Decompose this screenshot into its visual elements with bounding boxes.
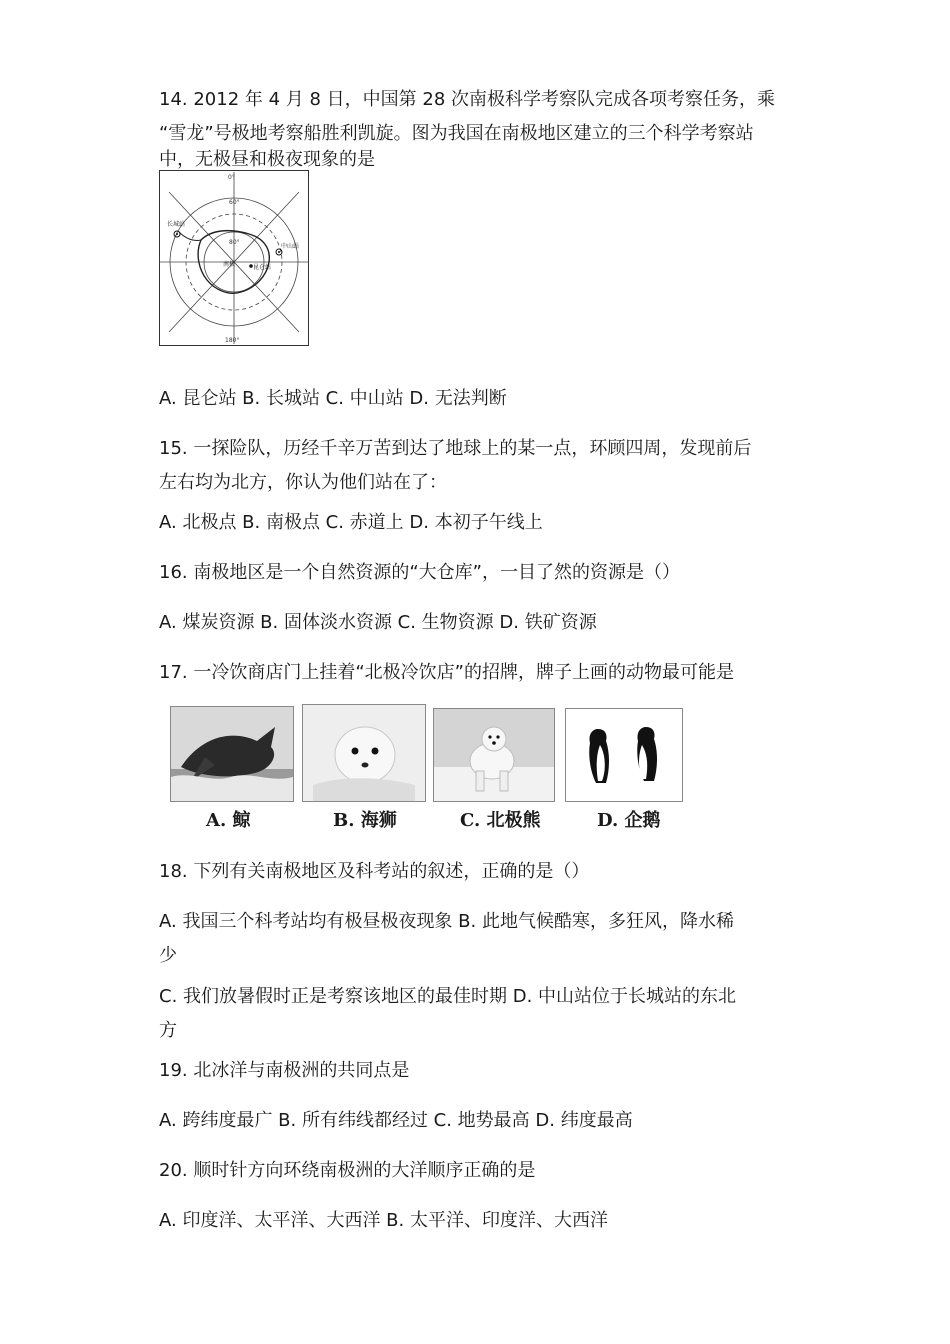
map-pole-label: 南极 (223, 261, 236, 268)
map-label-0: 0° (228, 174, 235, 181)
q14-stem-line2: “雪龙”号极地考察船胜利凯旋。图为我国在南极地区建立的三个科学考察站 (159, 123, 754, 144)
caption-polar-bear: C. 北极熊 (460, 810, 541, 831)
map-label-60: 60° (229, 199, 240, 206)
caption-whale: A. 鲸 (206, 810, 251, 831)
q16-stem: 16. 南极地区是一个自然资源的“大仓库”，一目了然的资源是（） (159, 562, 680, 583)
q17-stem: 17. 一冷饮商店门上挂着“北极冷饮店”的招牌，牌子上画的动物最可能是 (159, 662, 734, 683)
q14-options: A. 昆仑站 B. 长城站 C. 中山站 D. 无法判断 (159, 388, 507, 409)
q14-stem-line3: 中，无极昼和极夜现象的是 (159, 149, 375, 170)
map-label-80: 80° (229, 239, 240, 246)
q20-options: A. 印度洋、太平洋、大西洋 B. 太平洋、印度洋、大西洋 (159, 1210, 608, 1231)
q18-options-cd-line2: 方 (159, 1020, 177, 1041)
map-station-changcheng: 长城站 (167, 221, 186, 228)
whale-image (170, 706, 294, 802)
q19-options: A. 跨纬度最广 B. 所有纬线都经过 C. 地势最高 D. 纬度最高 (159, 1110, 633, 1131)
q18-stem: 18. 下列有关南极地区及科考站的叙述，正确的是（） (159, 861, 590, 882)
map-station-zhongshan: 中山站 (281, 243, 300, 250)
map-label-180: 180° (225, 337, 240, 344)
q18-options-cd-line1: C. 我们放暑假时正是考察该地区的最佳时期 D. 中山站位于长城站的东北 (159, 986, 737, 1007)
caption-sea-lion: B. 海狮 (333, 810, 397, 831)
q16-options: A. 煤炭资源 B. 固体淡水资源 C. 生物资源 D. 铁矿资源 (159, 612, 597, 633)
q19-stem: 19. 北冰洋与南极洲的共同点是 (159, 1060, 410, 1081)
q15-options: A. 北极点 B. 南极点 C. 赤道上 D. 本初子午线上 (159, 512, 543, 533)
map-station-kunlun: 昆仑站 (253, 264, 272, 271)
q14-stem-line1: 14. 2012 年 4 月 8 日，中国第 28 次南极科学考察队完成各项考察任务，乘 (159, 89, 776, 110)
caption-penguin: D. 企鹅 (597, 810, 661, 831)
penguins-image (565, 708, 683, 802)
sea-lion-pup-image (302, 704, 426, 802)
q18-options-ab-line2: 少 (159, 945, 177, 966)
q15-stem-line2: 左右均为北方，你认为他们站在了： (159, 472, 447, 493)
polar-bear-image (433, 708, 555, 802)
antarctica-map (159, 170, 309, 346)
q20-stem: 20. 顺时针方向环绕南极洲的大洋顺序正确的是 (159, 1160, 536, 1181)
q18-options-ab-line1: A. 我国三个科考站均有极昼极夜现象 B. 此地气候酷寒，多狂风，降水稀 (159, 911, 734, 932)
q15-stem-line1: 15. 一探险队，历经千辛万苦到达了地球上的某一点，环顾四周，发现前后 (159, 438, 752, 459)
